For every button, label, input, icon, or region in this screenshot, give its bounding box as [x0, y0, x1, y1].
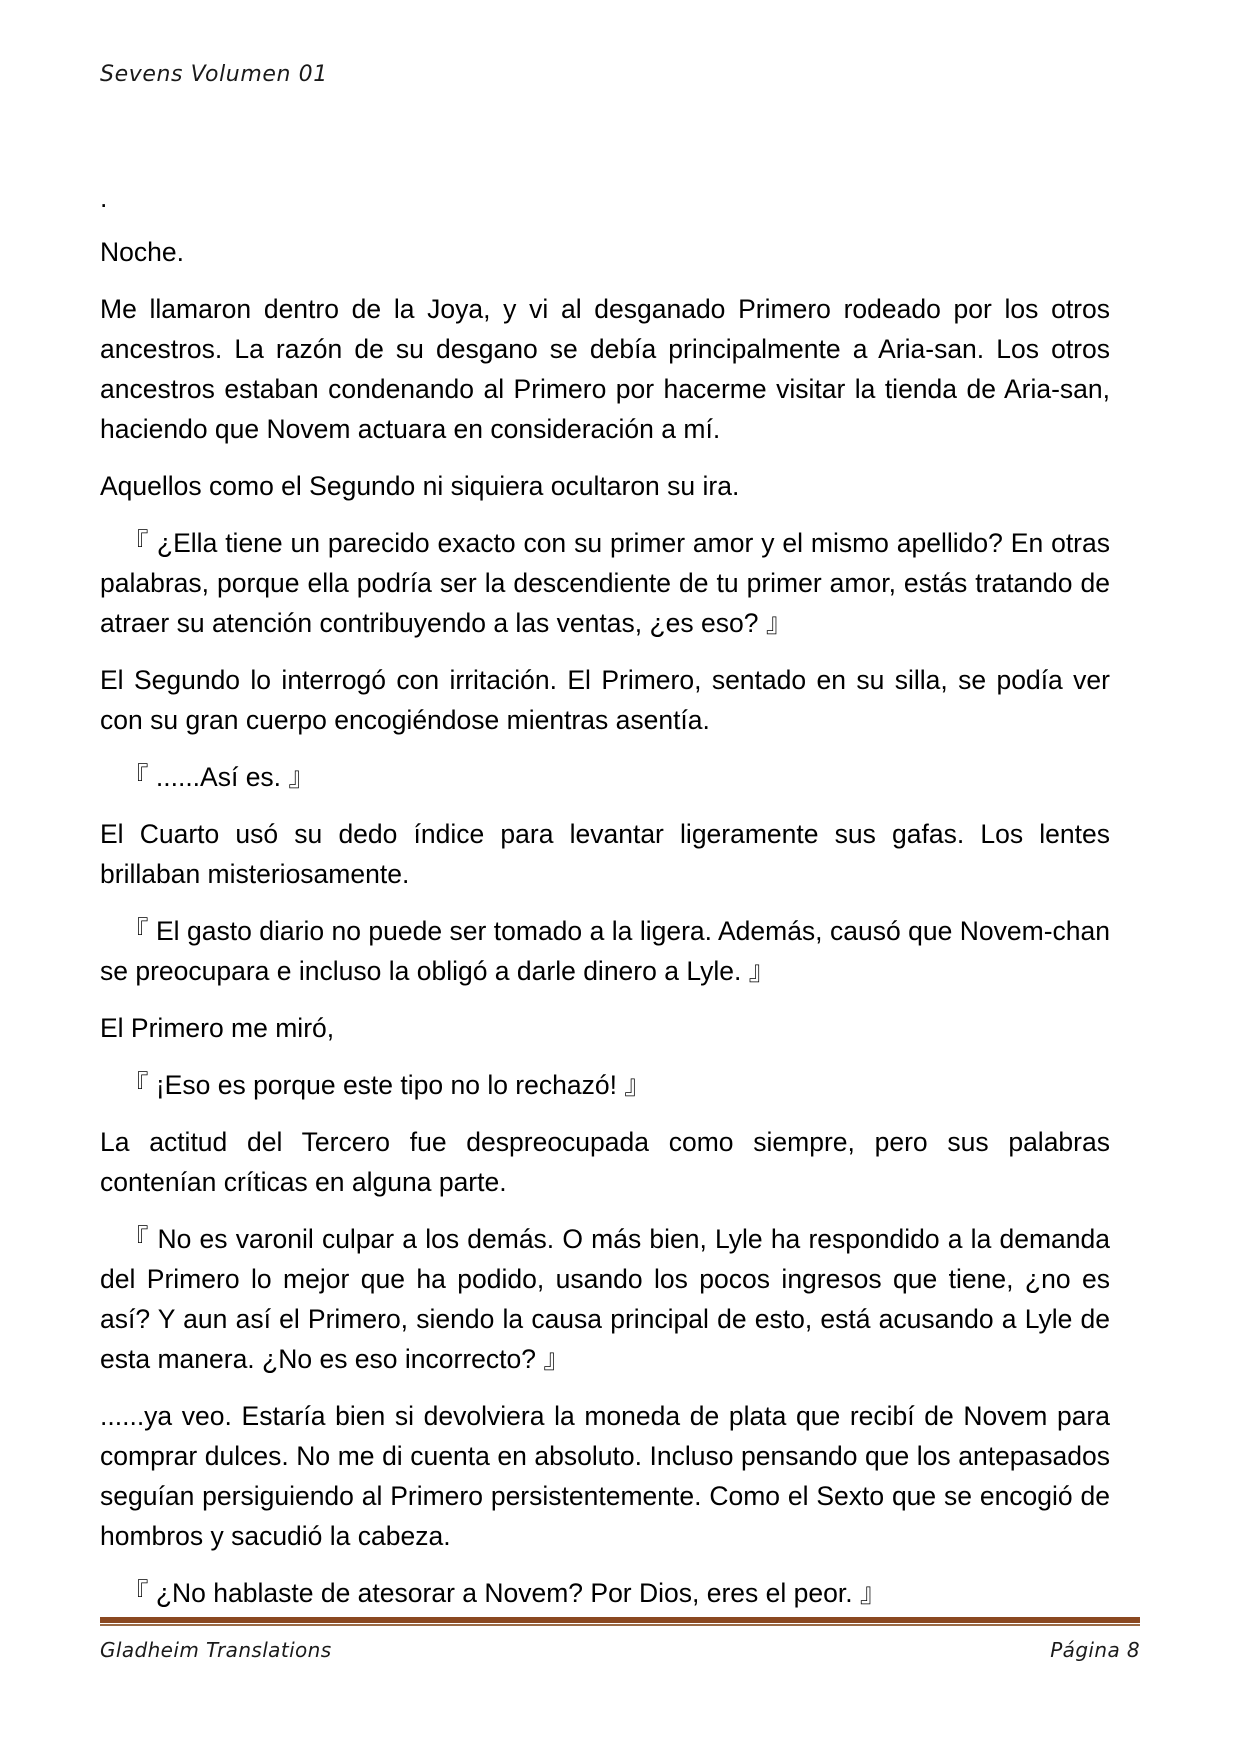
paragraph-body: Aquellos como el Segundo ni siquiera ocultaron su ira. [100, 471, 740, 501]
paragraph-body: La actitud del Tercero fue despreocupada como siempre, pero sus palabras contenían críticas en alguna parte. [100, 1127, 1110, 1197]
paragraph-dialogue: 『 ¿Ella tiene un parecido exacto con su primer amor y el mismo apellido? En otras palabras, porque ella podría ser la descendiente de tu primer amor, estás tratando de atraer su atención contribuyendo a las ventas, ¿es eso? 』 [100, 528, 1110, 638]
paragraph-dialogue: 『 ¿No hablaste de atesorar a Novem? Por Dios, eres el peor. 』 [122, 1578, 887, 1608]
paragraph-period: . [100, 183, 108, 213]
page-body [100, 178, 1110, 1630]
paragraph-body: El Primero me miró, [100, 1013, 335, 1043]
paragraph-body: El Segundo lo interrogó con irritación. El Primero, sentado en su silla, se podía ver con su gran cuerpo encogiéndose mientras asentía. [100, 665, 1110, 735]
header-title: Sevens Volumen 01 [100, 62, 328, 87]
footer-translator-credit: Gladheim Translations [100, 1638, 332, 1662]
footer-row [100, 1638, 1140, 1662]
footer-page-number: Página 8 [1050, 1638, 1140, 1662]
paragraph-noche: Noche. [100, 237, 184, 267]
footer-divider [100, 1617, 1140, 1626]
paragraph-body: El Cuarto usó su dedo índice para levantar ligeramente sus gafas. Los lentes brillaban misteriosamente. [100, 819, 1110, 889]
paragraph-dialogue: 『 ......Así es. 』 [122, 762, 315, 792]
page-footer [100, 1617, 1140, 1662]
paragraph-dialogue: 『 ¡Eso es porque este tipo no lo rechazó! 』 [122, 1070, 651, 1100]
paragraph-dialogue: 『 El gasto diario no puede ser tomado a la ligera. Además, causó que Novem-chan se preocupara e incluso la obligó a darle dinero a Lyle. 』 [100, 916, 1110, 986]
footer-divider-thin [100, 1624, 1140, 1626]
paragraph-body: Me llamaron dentro de la Joya, y vi al desganado Primero rodeado por los otros ancestros. La razón de su desgano se debía principalmente a Aria-san. Los otros ancestros estaban condenando al Primero por hacerme visitar la tienda de Aria-san, haciendo que Novem actuara en consideración a mí. [100, 294, 1110, 444]
paragraph-dialogue: 『 No es varonil culpar a los demás. O más bien, Lyle ha respondido a la demanda del Primero lo mejor que ha podido, usando los pocos ingresos que tiene, ¿no es así? Y aun así el Primero, siendo la causa principal de esto, está acusando a Lyle de esta manera. ¿No es eso incorrecto? 』 [100, 1224, 1110, 1374]
paragraph-body: ......ya veo. Estaría bien si devolviera la moneda de plata que recibí de Novem para comprar dulces. No me di cuenta en absoluto. Incluso pensando que los antepasados seguían persiguiendo al Primero persistentemente. Como el Sexto que se encogió de hombros y sacudió la cabeza. [100, 1401, 1110, 1551]
page-header [100, 62, 1140, 87]
